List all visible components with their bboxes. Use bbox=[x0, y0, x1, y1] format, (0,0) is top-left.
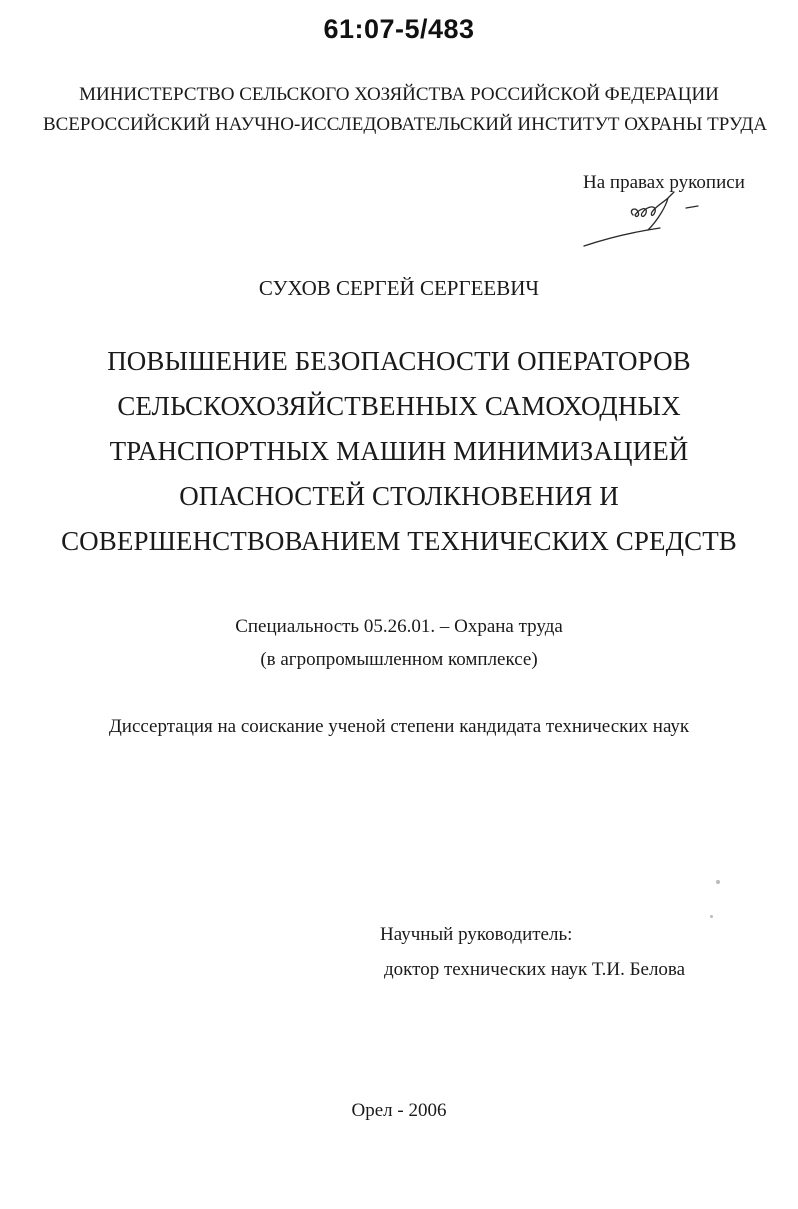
dissertation-title-line-3: ТРАНСПОРТНЫХ МАШИН МИНИМИЗАЦИЕЙ bbox=[109, 436, 689, 466]
handwritten-signature bbox=[578, 188, 718, 258]
dissertation-title-line-5: СОВЕРШЕНСТВОВАНИЕМ ТЕХНИЧЕСКИХ СРЕДСТВ bbox=[61, 526, 737, 556]
advisor-label: Научный руководитель: bbox=[380, 924, 573, 945]
degree-statement: Диссертация на соискание ученой степени кандидата технических наук bbox=[108, 716, 690, 737]
specialty-line: Специальность 05.26.01. – Охрана труда bbox=[235, 616, 563, 637]
ministry-name: МИНИСТЕРСТВО СЕЛЬСКОГО ХОЗЯЙСТВА РОССИЙСКОЙ ФЕДЕРАЦИИ bbox=[79, 84, 719, 105]
archive-stamp-number: 61:07-5/483 bbox=[323, 14, 475, 44]
dissertation-title-line-4: ОПАСНОСТЕЙ СТОЛКНОВЕНИЯ И bbox=[179, 481, 619, 511]
dissertation-title-line-1: ПОВЫШЕНИЕ БЕЗОПАСНОСТИ ОПЕРАТОРОВ bbox=[107, 346, 691, 376]
specialty-subline: (в агропромышленном комплексе) bbox=[260, 649, 538, 670]
dissertation-title-line-2: СЕЛЬСКОХОЗЯЙСТВЕННЫХ САМОХОДНЫХ bbox=[117, 391, 681, 421]
institute-name: ВСЕРОССИЙСКИЙ НАУЧНО-ИССЛЕДОВАТЕЛЬСКИЙ ИНСТИТУТ ОХРАНЫ ТРУДА bbox=[42, 114, 768, 135]
scan-speck bbox=[710, 915, 713, 918]
advisor-name: доктор технических наук Т.И. Белова bbox=[384, 959, 686, 980]
author-name: СУХОВ СЕРГЕЙ СЕРГЕЕВИЧ bbox=[258, 276, 540, 300]
manuscript-rights-note: На правах рукописи bbox=[583, 172, 745, 193]
scan-speck bbox=[716, 880, 720, 884]
city-year: Орел - 2006 bbox=[351, 1100, 447, 1121]
